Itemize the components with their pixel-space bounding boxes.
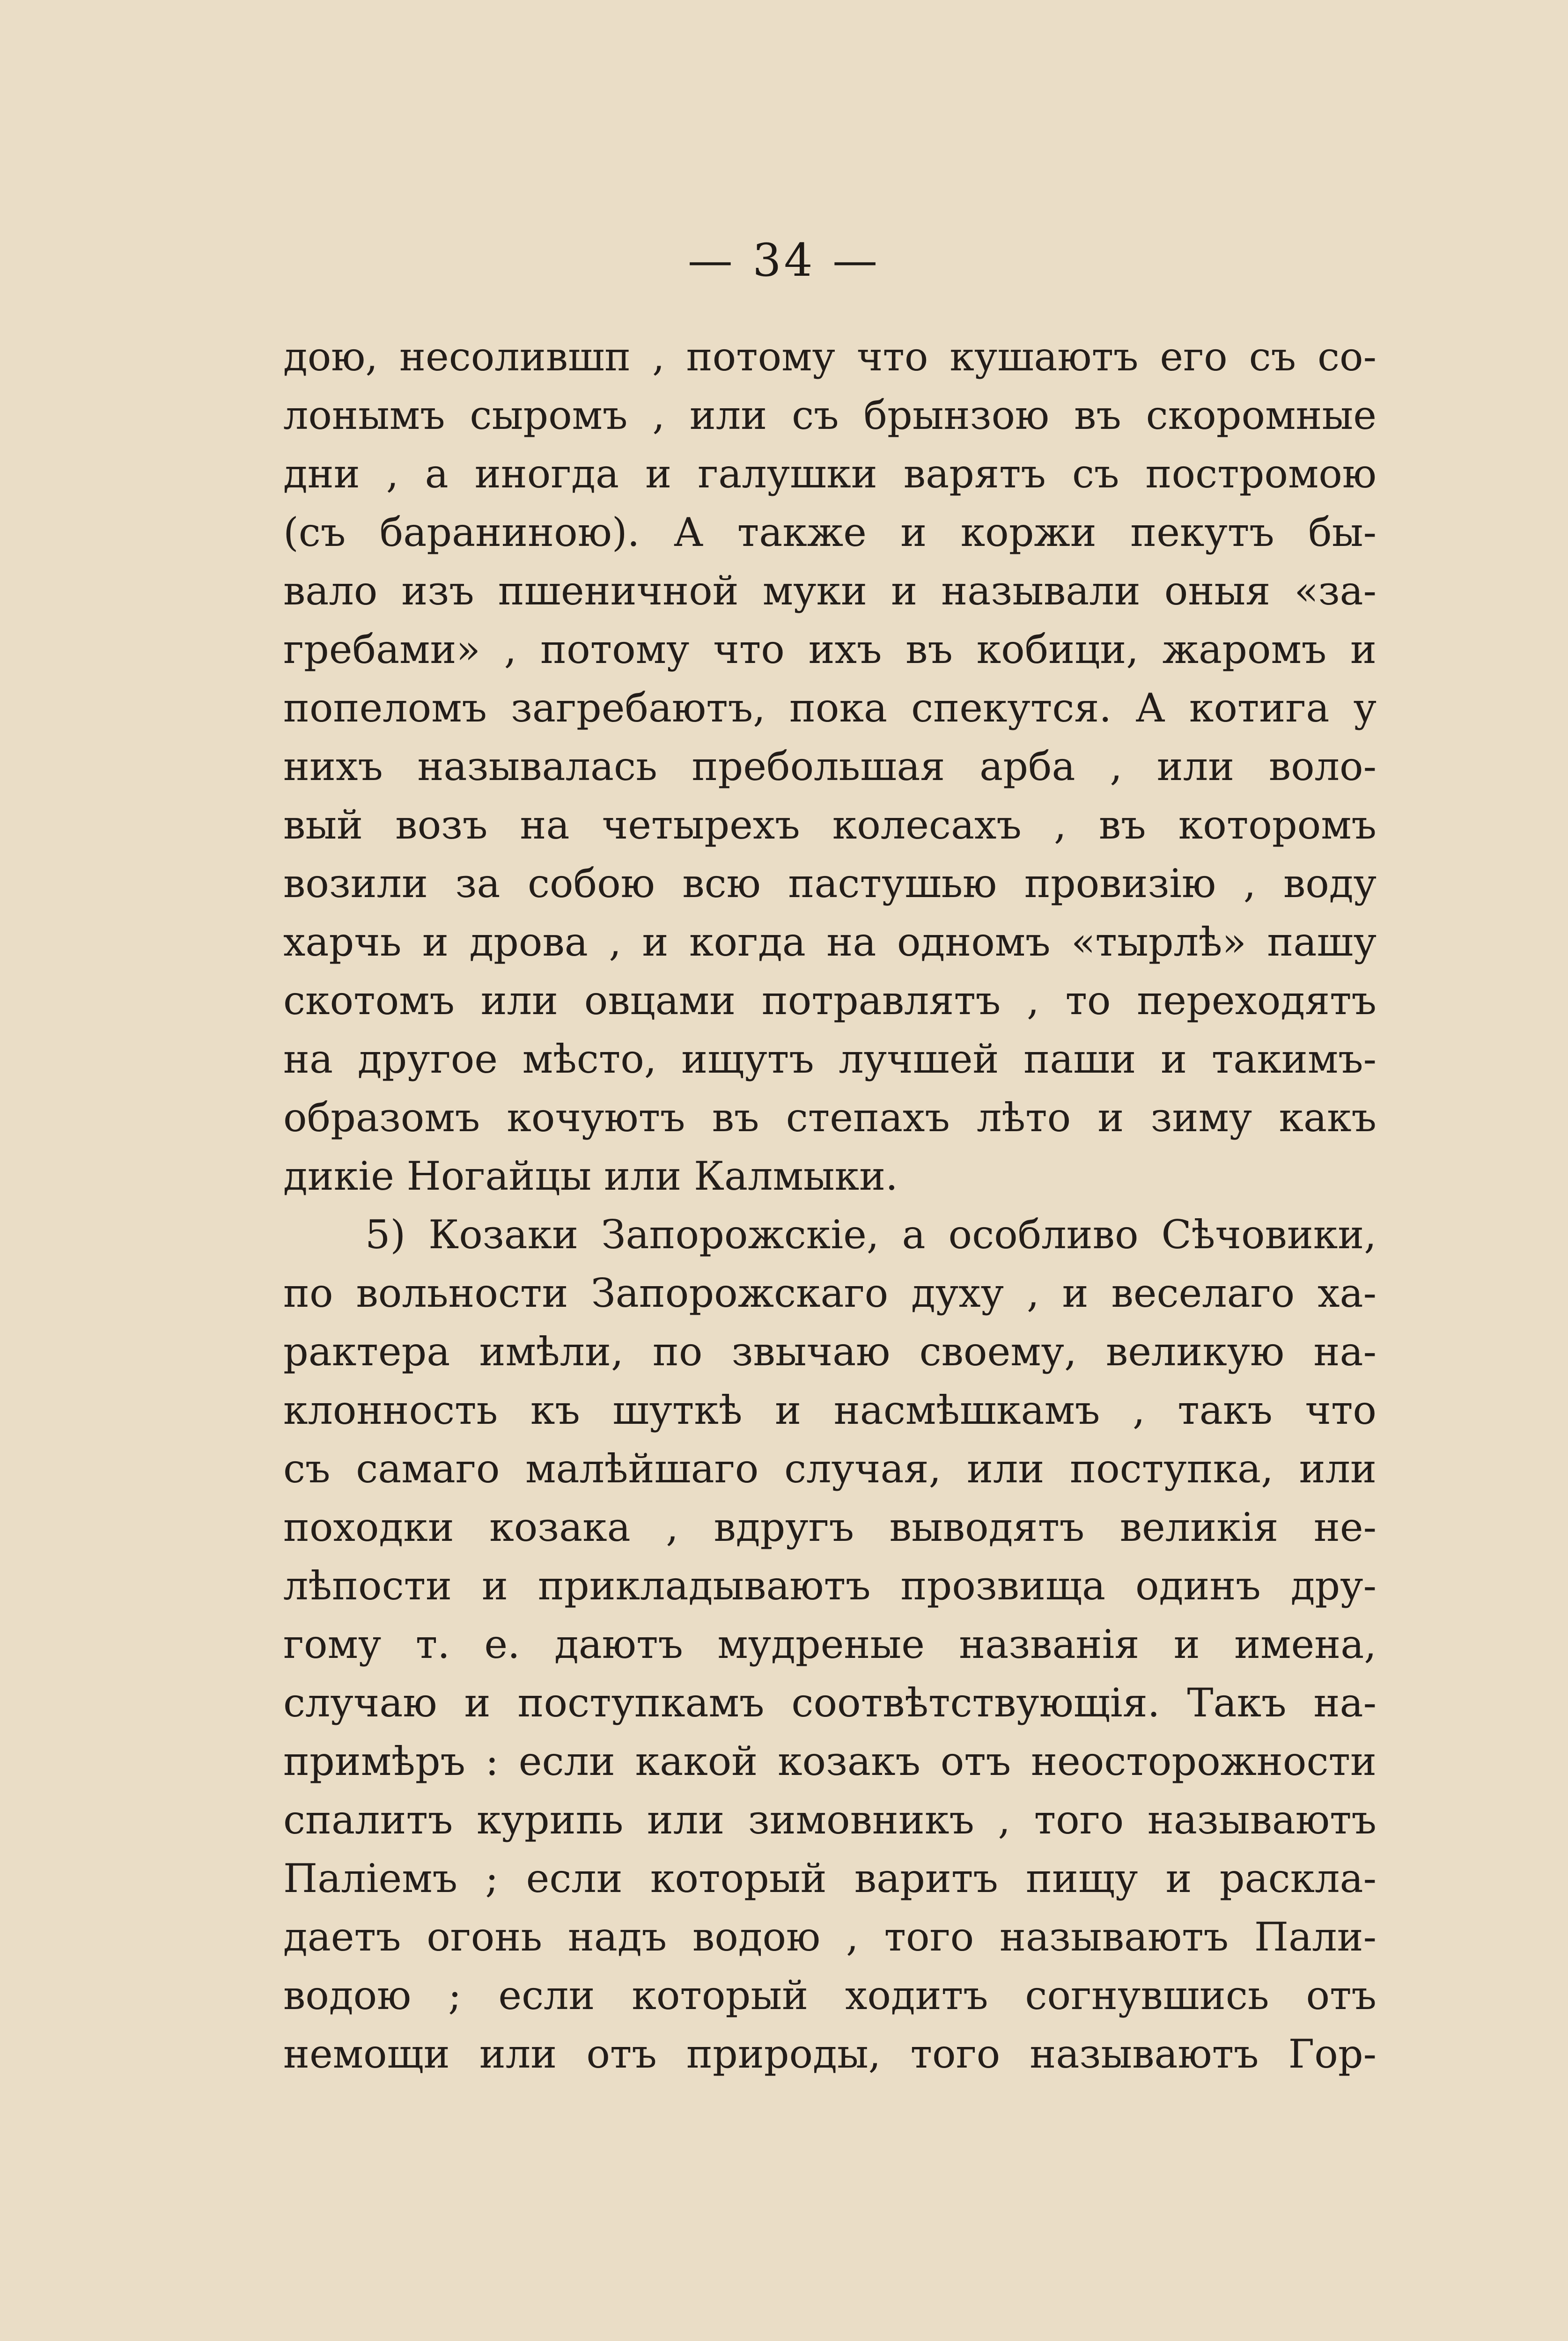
text-line: по вольности Запорожскаго духу , и веселаго ха- [283,1270,1377,1316]
text-line: немощи или отъ природы, того называютъ Гор- [283,2031,1377,2077]
text-line: харчь и дрова , и когда на одномъ «тырлѣ» пашу [283,919,1377,965]
text-line: случаю и поступкамъ соотвѣтствующія. Такъ на- [283,1680,1377,1726]
text-line: возили за собою всю пастушью провизію , воду [283,861,1377,906]
text-line: вый возъ на четырехъ колесахъ , въ которомъ [283,802,1377,848]
text-line: примѣръ : если какой козакъ отъ неосторожности [283,1738,1377,1784]
text-line: съ самаго малѣйшаго случая, или поступка, или [283,1446,1377,1492]
page-number: — 34 — [687,234,881,287]
text-line: дни , а иногда и галушки варятъ съ постромою [283,451,1377,497]
text-line: Палiемъ ; если который варитъ пищу и раскла- [283,1855,1377,1901]
text-line: попеломъ загребаютъ, пока спекутся. А котига у [283,685,1377,731]
text-line: скотомъ или овцами потравлятъ , то переходятъ [283,978,1377,1023]
text-line: образомъ кочуютъ въ степахъ лѣто и зиму какъ [283,1095,1377,1141]
text-line: гребами» , потому что ихъ въ кобици, жаромъ и [283,626,1377,672]
body-text [283,328,1377,2083]
text-line: гому т. е. даютъ мудреные названія и имена, [283,1621,1377,1667]
text-line: дикіе Ногайцы или Калмыки. [283,1153,898,1199]
text-line: на другое мѣсто, ищутъ лучшей паши и такимъ- [283,1036,1377,1082]
text-line: походки козака , вдругъ выводятъ великія не- [283,1504,1377,1550]
text-line: водою ; если который ходитъ согнувшись отъ [283,1973,1377,2018]
text-line: даетъ огонь надъ водою , того называютъ Пали- [283,1914,1377,1960]
text-line: нихъ называлась пребольшая арба , или воло- [283,744,1377,789]
text-line: дою, несолившп , потому что кушаютъ его съ со- [283,334,1377,380]
text-line: (съ бараниною). А также и коржи пекутъ бы- [283,509,1377,555]
text-line: 5) Козаки Запорожскіе, а особливо Сѣчовики, [365,1212,1377,1258]
text-line: клонность къ шуткѣ и насмѣшкамъ , такъ что [283,1387,1377,1433]
text-line: лѣпости и прикладываютъ прозвища одинъ дру- [283,1563,1377,1609]
text-line: лонымъ сыромъ , или съ брынзою въ скоромные [283,392,1377,438]
text-line: вало изъ пшеничной муки и называли оныя «за- [283,568,1377,614]
text-line: спалитъ курипь или зимовникъ , того называютъ [283,1797,1377,1843]
text-line: рактера имѣли, по звычаю своему, великую на- [283,1329,1377,1375]
